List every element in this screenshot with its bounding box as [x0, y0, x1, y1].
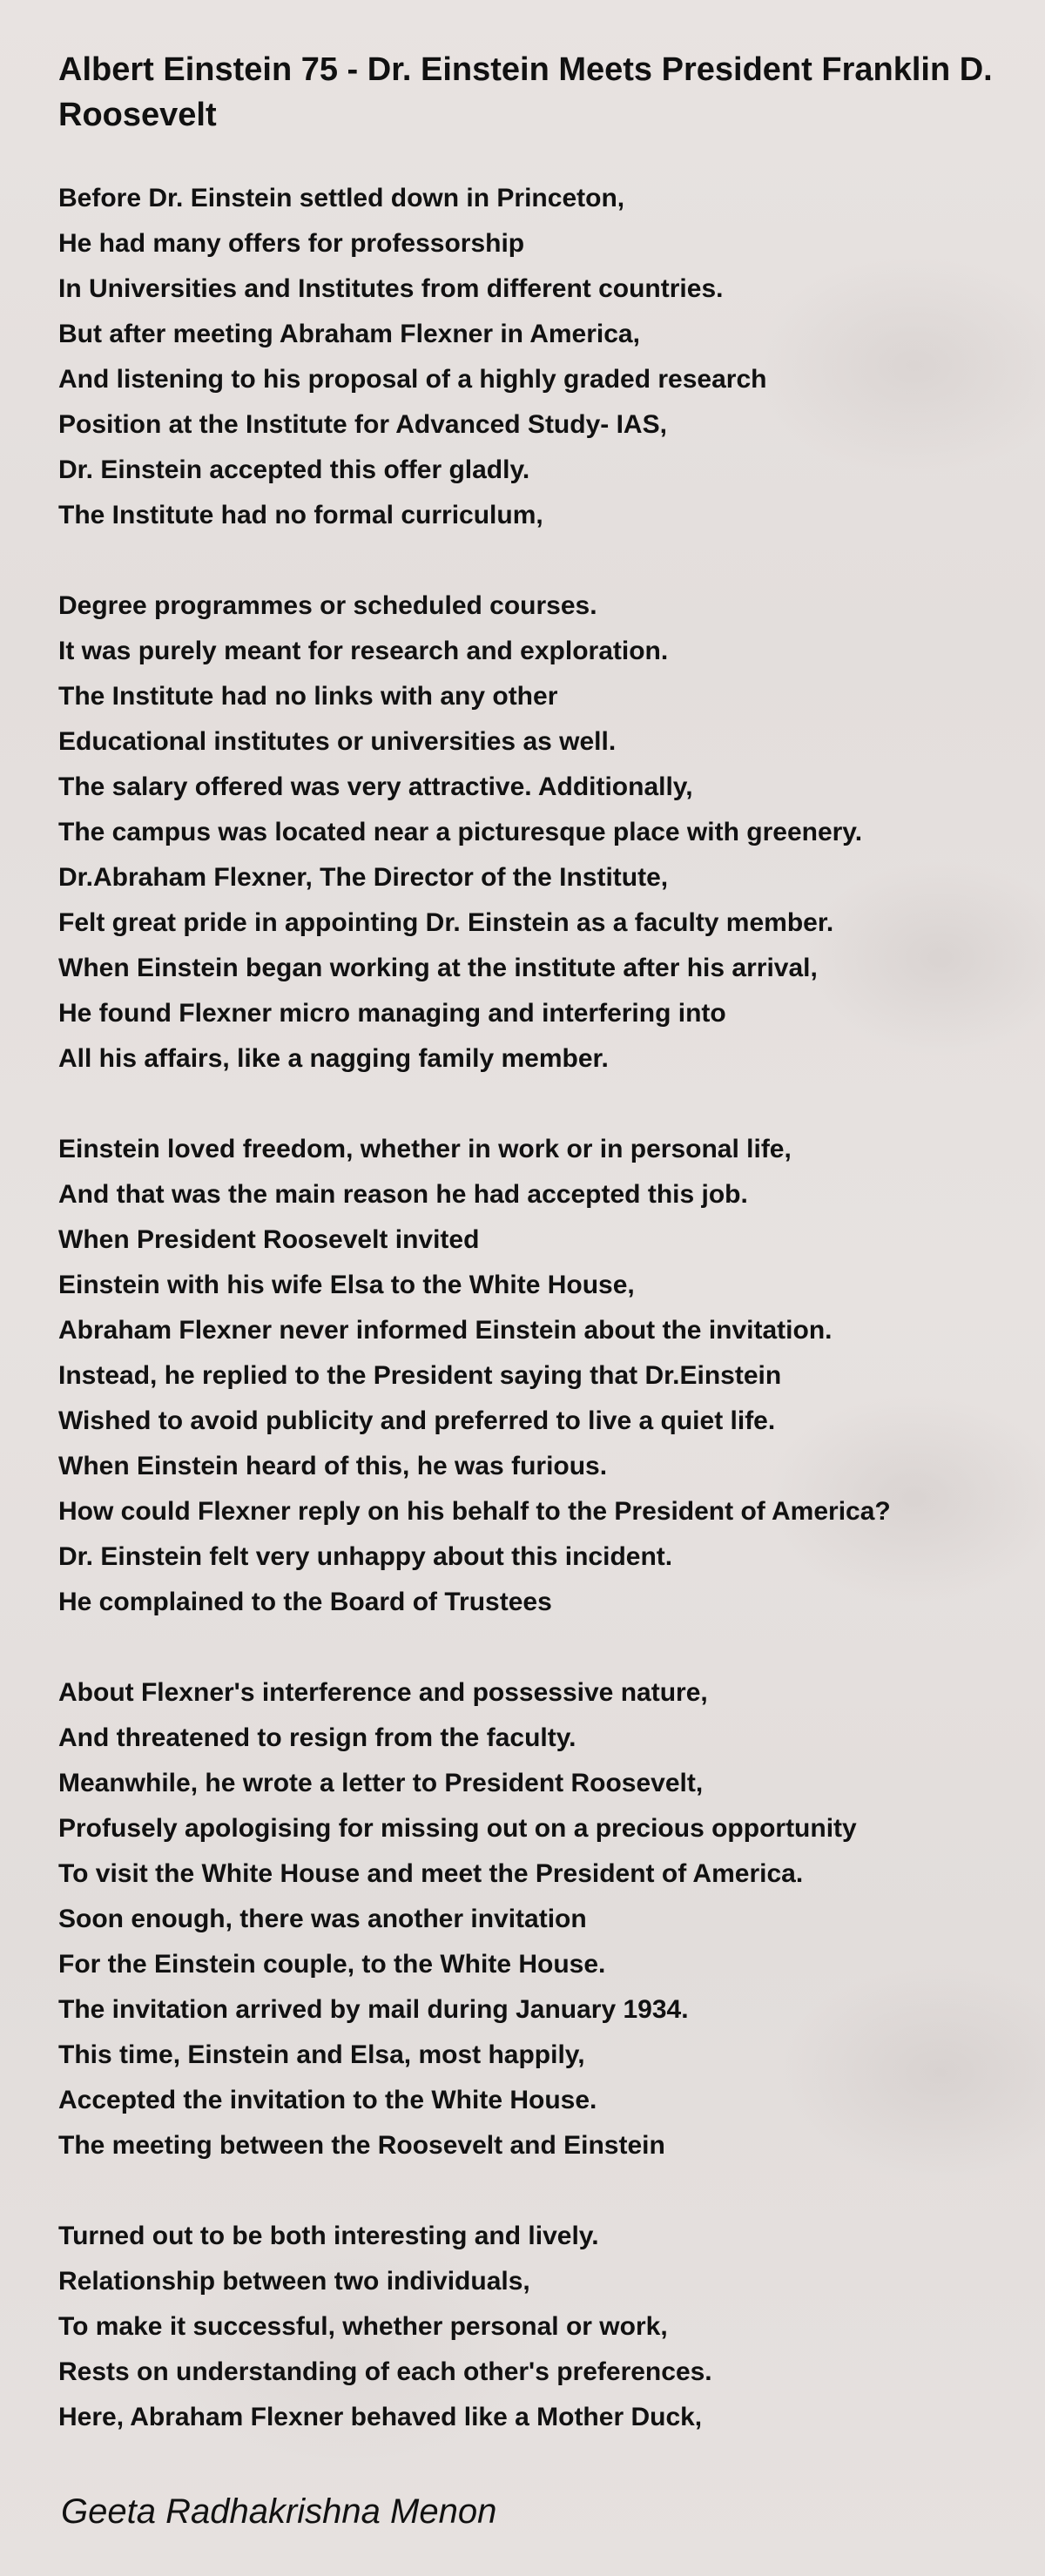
poem-line: Position at the Institute for Advanced Study- IAS, [58, 410, 667, 439]
poem-line: Relationship between two individuals, [58, 2267, 530, 2296]
poem-line: Educational institutes or universities as well. [58, 727, 617, 756]
poem-line: And listening to his proposal of a highly graded research [58, 365, 767, 394]
poem-line: Turned out to be both interesting and lively. [58, 2222, 599, 2250]
poem-line: Felt great pride in appointing Dr. Einstein as a faculty member. [58, 908, 834, 937]
poem-line: The campus was located near a picturesque place with greenery. [58, 818, 863, 846]
poem-line: This time, Einstein and Elsa, most happily, [58, 2040, 585, 2069]
poem-line: Here, Abraham Flexner behaved like a Mother Duck, [58, 2403, 703, 2431]
poem-line: To make it successful, whether personal or work, [58, 2312, 668, 2341]
poem-line: Wished to avoid publicity and preferred to live a quiet life. [58, 1406, 776, 1435]
poem-line: The meeting between the Roosevelt and Einstein [58, 2131, 665, 2160]
poem-line: In Universities and Institutes from different countries. [58, 274, 724, 303]
poem-line: The Institute had no formal curriculum, [58, 501, 543, 529]
poem-line: When Einstein began working at the institute after his arrival, [58, 954, 818, 982]
stanza [58, 583, 1025, 1082]
poem-line: How could Flexner reply on his behalf to the President of America? [58, 1497, 891, 1526]
poem-line: And that was the main reason he had accepted this job. [58, 1180, 748, 1209]
poem-line: He found Flexner micro managing and interfering into [58, 999, 726, 1028]
poem-line: Abraham Flexner never informed Einstein about the invitation. [58, 1316, 833, 1345]
poem-line: The salary offered was very attractive. Additionally, [58, 772, 693, 801]
poem-line: Accepted the invitation to the White House. [58, 2086, 597, 2114]
poem-line: But after meeting Abraham Flexner in America, [58, 320, 640, 348]
poem-line: Rests on understanding of each other's preferences. [58, 2357, 712, 2386]
poem-line: He complained to the Board of Trustees [58, 1588, 552, 1616]
poem-line: Dr.Abraham Flexner, The Director of the Institute, [58, 863, 669, 892]
poem-line: Dr. Einstein felt very unhappy about this incident. [58, 1542, 673, 1571]
poem-line: It was purely meant for research and exploration. [58, 637, 669, 665]
poem-line: Meanwhile, he wrote a letter to President Roosevelt, [58, 1769, 704, 1797]
poem-line: About Flexner's interference and possessive nature, [58, 1678, 708, 1707]
poem-line: All his affairs, like a nagging family member. [58, 1044, 609, 1073]
poem-line: The Institute had no links with any other [58, 682, 558, 711]
poem-line: The invitation arrived by mail during January 1934. [58, 1995, 689, 2024]
poem-body [58, 176, 1025, 2485]
poem-line: To visit the White House and meet the President of America. [58, 1859, 804, 1888]
poem-line: Einstein with his wife Elsa to the White House, [58, 1271, 635, 1299]
poem-line: When President Roosevelt invited [58, 1225, 480, 1254]
stanza [58, 1670, 1025, 2168]
poem-title: Albert Einstein 75 - Dr. Einstein Meets President Franklin D. Roosevelt [58, 51, 993, 133]
poem-line: For the Einstein couple, to the White House. [58, 1950, 606, 1979]
poem-author: Geeta Radhakrishna Menon [61, 2492, 497, 2531]
stanza [58, 176, 1025, 538]
poem-line: He had many offers for professorship [58, 229, 525, 258]
poem-line: Degree programmes or scheduled courses. [58, 591, 597, 620]
poem-line: When Einstein heard of this, he was furious. [58, 1452, 608, 1480]
poem-line: Einstein loved freedom, whether in work or in personal life, [58, 1135, 792, 1163]
poem-line: Profusely apologising for missing out on a precious opportunity [58, 1814, 857, 1843]
poem-line: Before Dr. Einstein settled down in Princeton, [58, 184, 625, 212]
poem-line: Instead, he replied to the President saying that Dr.Einstein [58, 1361, 782, 1390]
poem-line: Dr. Einstein accepted this offer gladly. [58, 455, 530, 484]
poem-line: And threatened to resign from the faculty. [58, 1723, 576, 1752]
stanza [58, 1127, 1025, 1625]
poem-line: Soon enough, there was another invitation [58, 1905, 587, 1933]
stanza [58, 2214, 1025, 2440]
